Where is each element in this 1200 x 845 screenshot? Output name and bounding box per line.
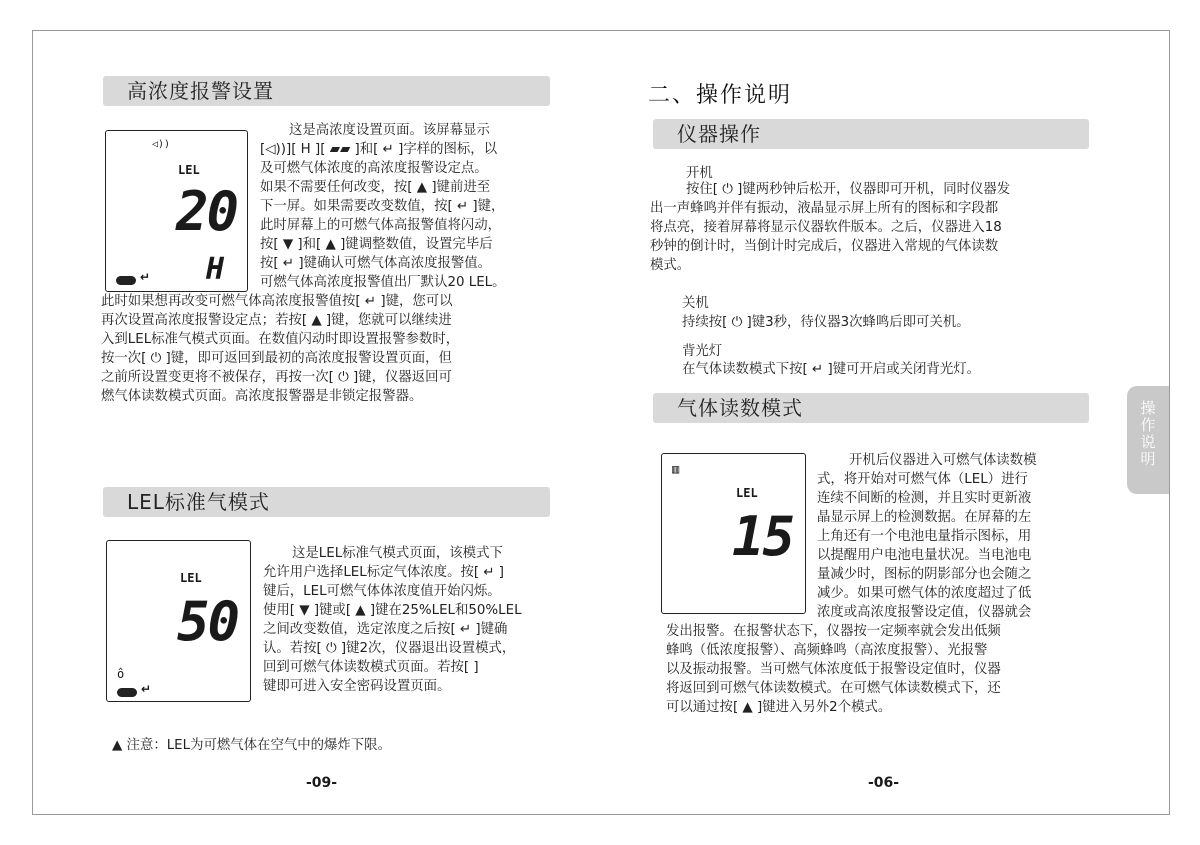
- page-title: 二、操作说明: [648, 83, 793, 108]
- text-line: 键后，LEL可燃气体体浓度值开始闪烁。: [263, 584, 501, 599]
- text-line: 回到可燃气体读数模式页面。若按[ ]: [263, 660, 479, 675]
- text-line: 这是高浓度设置页面。该屏幕显示: [289, 123, 490, 138]
- lel-note: ▲ 注意：LEL为可燃气体在空气中的爆炸下限。: [112, 738, 391, 753]
- lcd-gas-reading: [661, 453, 806, 614]
- text-line: 模式。: [650, 258, 691, 273]
- text-line: 之前所设置变更将不被保存，再按一次[ ⏻ ]键，仪器返回可: [101, 370, 452, 385]
- text-line: 燃气体读数模式页面。高浓度报警器是非锁定报警器。: [101, 389, 423, 404]
- backlight-text: 在气体读数模式下按[ ↵ ]键可开启或关闭背光灯。: [682, 362, 980, 377]
- heading-lel-standard: LEL标准气模式: [103, 487, 550, 517]
- text-line: 出一声蜂鸣并伴有振动，液晶显示屏上所有的图标和字段都: [650, 201, 999, 216]
- text-line: 可以通过按[ ▲ ]键进入另外2个模式。: [666, 700, 892, 715]
- battery-pill-icon: [117, 688, 137, 697]
- lcd-high-alarm: [105, 130, 248, 292]
- heading-instrument-operation: 仪器操作: [653, 119, 1089, 149]
- battery-pill-icon: [116, 276, 136, 285]
- text-line: 认。若按[ ⏻ ]键2次，仪器退出设置模式，: [263, 641, 516, 656]
- power-on-title: 开机: [686, 166, 713, 181]
- speaker-icon: ◁)): [152, 139, 171, 150]
- lcd-value: 50: [177, 590, 239, 653]
- enter-icon: ↵: [140, 270, 151, 284]
- text-line: 此时如果想再改变可燃气体高浓度报警值按[ ↵ ]键，您可以: [101, 294, 453, 309]
- text-line: 将返回到可燃气体读数模式。在可燃气体读数模式下，还: [666, 681, 1001, 696]
- text-line: 键即可进入安全密码设置页面。: [263, 679, 451, 694]
- side-tab-operation[interactable]: [1127, 386, 1169, 494]
- page-number-right: -06-: [868, 775, 900, 791]
- lcd-lel-standard: [106, 540, 251, 702]
- side-tab-char: 明: [1140, 450, 1156, 468]
- battery-level-icon: ▥: [672, 462, 680, 476]
- text-line: 这是LEL标准气模式页面，该模式下: [292, 546, 503, 561]
- text-line: 之间改变数值，选定浓度之后按[ ↵ ]键确: [263, 622, 508, 637]
- text-line: 按[ ↵ ]键确认可燃气体高浓度报警值。: [260, 256, 492, 271]
- text-line: [◁))][ H ][ ▰▰ ]和[ ↵ ]字样的图标，以: [260, 142, 498, 157]
- text-line: 式，将开始对可燃气体（LEL）进行: [817, 472, 1028, 487]
- power-off-title: 关机: [682, 296, 709, 311]
- heading-gas-reading: 气体读数模式: [653, 393, 1089, 423]
- side-tab-char: 说: [1140, 433, 1156, 451]
- text-line: 按一次[ ⏻ ]键，即可返回到最初的高浓度报警设置页面，但: [101, 351, 452, 366]
- text-line: 入到LEL标准气模式页面。在数值闪动时即设置报警参数时，: [101, 332, 460, 347]
- text-line: 如果不需要任何改变，按[ ▲ ]键前进至: [260, 180, 491, 195]
- text-line: 连续不间断的检测，并且实时更新液: [817, 491, 1032, 506]
- lcd-value: 15: [732, 505, 794, 568]
- text-line: 发出报警。在报警状态下，仪器按一定频率就会发出低频: [666, 624, 1001, 639]
- side-tab-char: 作: [1140, 416, 1156, 434]
- lcd-unit: LEL: [736, 486, 758, 500]
- text-line: 量减少时，图标的阴影部分也会随之: [817, 567, 1032, 582]
- backlight-title: 背光灯: [682, 344, 723, 359]
- lcd-unit: LEL: [180, 571, 202, 585]
- text-line: 减少。如果可燃气体的浓度超过了低: [817, 586, 1032, 601]
- text-line: 开机后仪器进入可燃气体读数模: [849, 453, 1037, 468]
- text-line: 将点亮，接着屏幕将显示仪器软件版本。之后，仪器进入18: [650, 220, 1002, 235]
- text-line: 可燃气体高浓度报警值出厂默认20 LEL。: [260, 275, 506, 290]
- lcd-unit: LEL: [178, 163, 200, 177]
- text-line: 及可燃气体浓度的高浓度报警设定点。: [260, 161, 488, 176]
- text-line: 秒钟的倒计时，当倒计时完成后，仪器进入常规的气体读数: [650, 239, 999, 254]
- text-line: 浓度或高浓度报警设定值，仪器就会: [817, 605, 1032, 620]
- text-line: 下一屏。如果需要改变数值，按[ ↵ ]键，: [260, 199, 505, 214]
- text-line: 以及振动报警。当可燃气体浓度低于报警设定值时，仪器: [666, 662, 1001, 677]
- text-line: 蜂鸣（低浓度报警）、高频蜂鸣（高浓度报警）、光报警: [666, 643, 988, 658]
- lcd-h-indicator: H: [206, 252, 225, 287]
- text-line: 使用[ ▼ ]键或[ ▲ ]键在25%LEL和50%LEL: [263, 603, 522, 618]
- text-line: 以提醒用户电池电量状况。当电池电: [817, 548, 1032, 563]
- lcd-value: 20: [176, 180, 238, 243]
- heading-high-alarm: 高浓度报警设置: [103, 76, 550, 106]
- side-tab-char: 操: [1140, 399, 1156, 417]
- page-number-left: -09-: [306, 775, 338, 791]
- text-line: 上角还有一个电池电量指示图标，用: [817, 529, 1032, 544]
- text-line: 晶显示屏上的检测数据。在屏幕的左: [817, 510, 1032, 525]
- text-line: 按[ ▼ ]和[ ▲ ]键调整数值，设置完毕后: [260, 237, 493, 252]
- text-line: 允许用户选择LEL标定气体浓度。按[ ↵ ]: [263, 565, 505, 580]
- text-line: 再次设置高浓度报警设定点；若按[ ▲ ]键，您就可以继续进: [101, 313, 452, 328]
- bottle-icon: ô: [117, 667, 125, 681]
- power-off-text: 持续按[ ⏻ ]键3秒，待仪器3次蜂鸣后即可关机。: [682, 315, 970, 330]
- text-line: 此时屏幕上的可燃气体高报警值将闪动，: [260, 218, 502, 233]
- text-line: 按住[ ⏻ ]键两秒钟后松开，仪器即可开机，同时仪器发: [686, 182, 1011, 197]
- enter-icon: ↵: [141, 682, 152, 696]
